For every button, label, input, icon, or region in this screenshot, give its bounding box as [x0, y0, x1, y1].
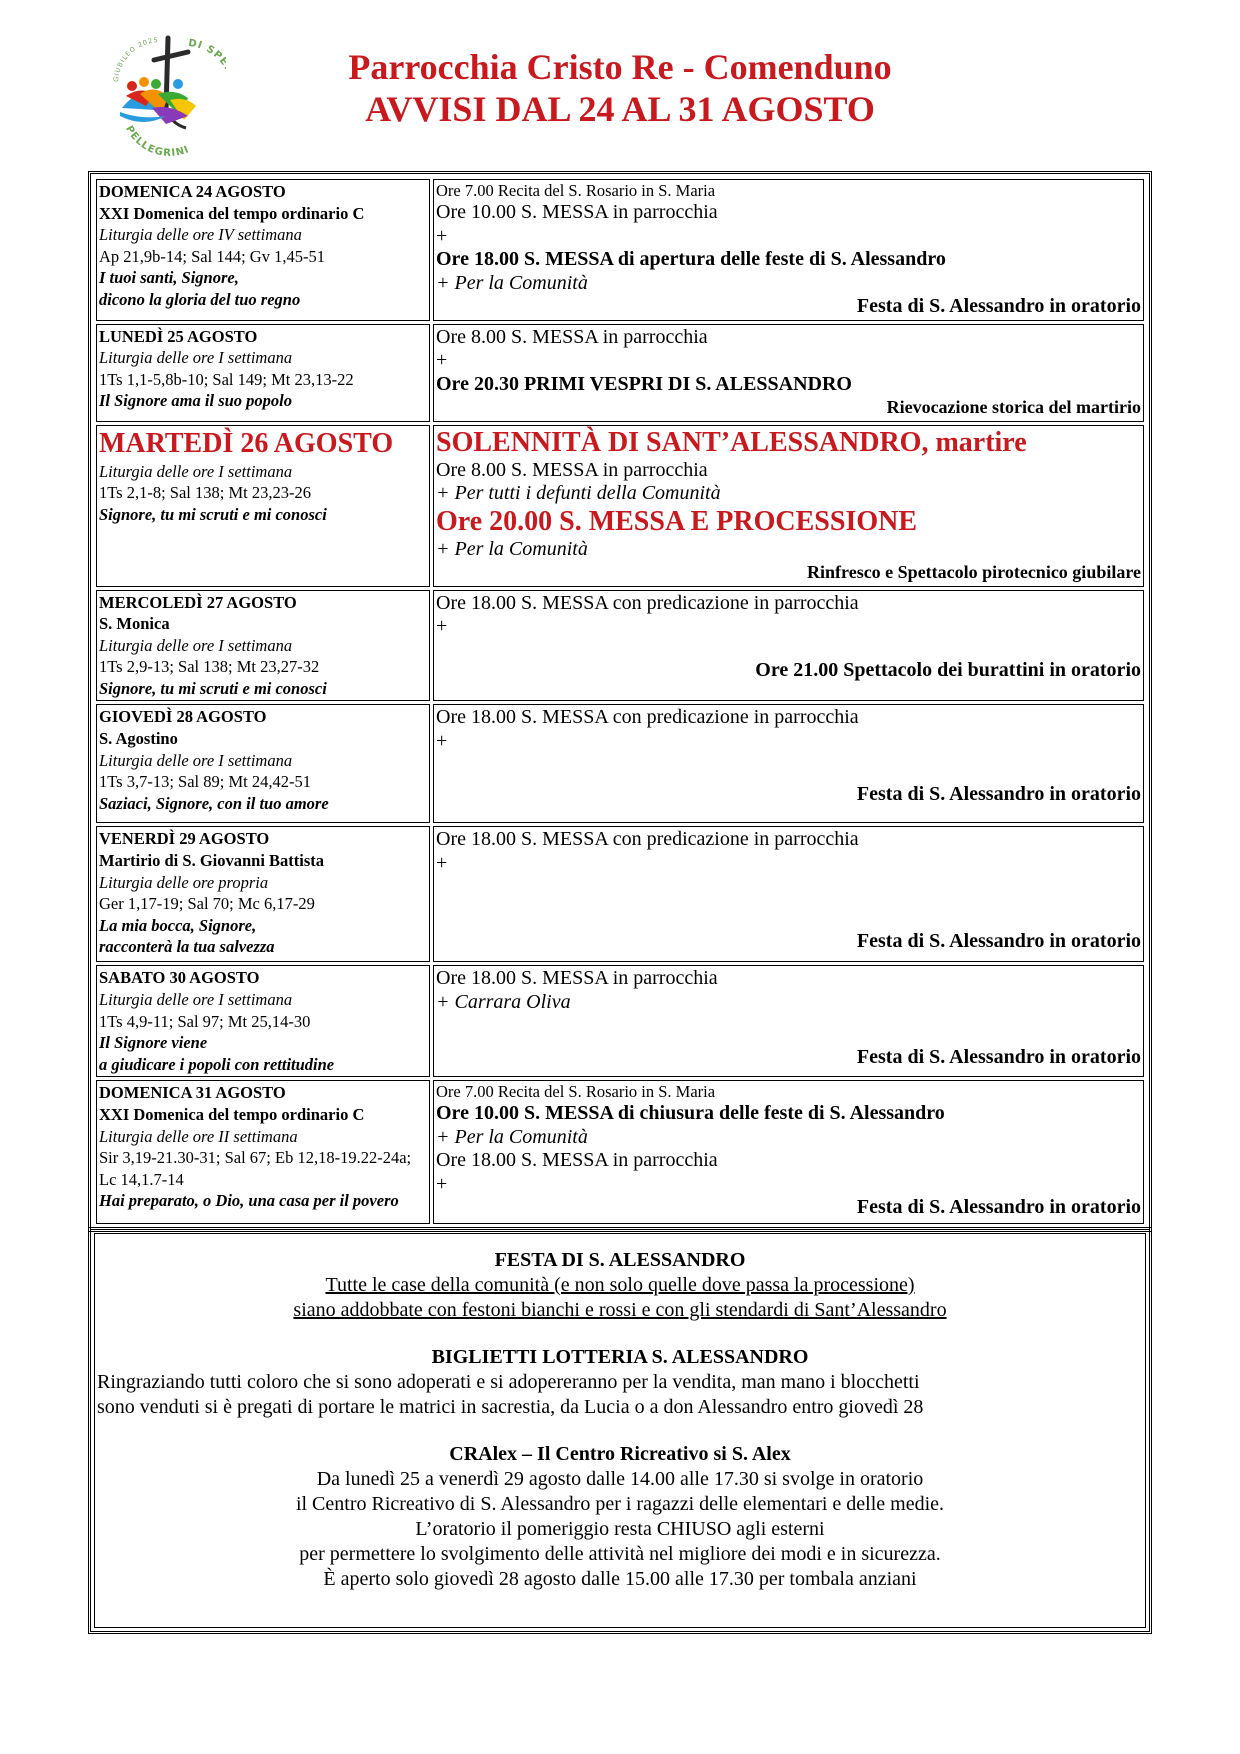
event-line: Ore 18.00 S. MESSA in parrocchia	[436, 1149, 718, 1172]
day-name: GIOVEDÌ 28 AGOSTO	[99, 707, 267, 727]
cralex-text: Da lunedì 25 a venerdì 29 agosto dalle 14.00 alle 17.30 si svolge in oratorio	[316, 1468, 924, 1490]
day-info	[96, 324, 430, 422]
liturgy-week: Liturgia delle ore I settimana	[99, 635, 293, 655]
event-line: Ore 18.00 S. MESSA con predicazione in parrocchia	[436, 828, 859, 851]
readings: 1Ts 2,1-8; Sal 138; Mt 23,23-26	[99, 483, 311, 503]
event-line: + Per la Comunità	[436, 537, 588, 560]
day-name: MARTEDÌ 26 AGOSTO	[99, 427, 394, 459]
day-info	[96, 826, 430, 962]
readings: Ap 21,9b-14; Sal 144; Gv 1,45-51	[99, 246, 325, 266]
day-info	[96, 590, 430, 702]
event-note: Festa di S. Alessandro in oratorio	[856, 1046, 1141, 1069]
event-line: + Per tutti i defunti della Comunità	[436, 482, 721, 504]
table-row	[96, 1080, 1144, 1224]
cralex-text: il Centro Ricreativo di S. Alessandro per i ragazzi delle elementari e delle medie.	[295, 1493, 945, 1515]
antiphon: racconterà la tua salvezza	[99, 937, 275, 957]
antiphon: Saziaci, Signore, con il tuo amore	[99, 793, 329, 813]
logo-arc-bottom-text: PELLEGRINI	[123, 124, 192, 160]
festa-text: siano addobbate con festoni bianchi e rossi e con gli stendardi di Sant’Alessandro	[293, 1299, 947, 1321]
event-line: Ore 20.30 PRIMI VESPRI DI S. ALESSANDRO	[436, 372, 852, 395]
day-name: SABATO 30 AGOSTO	[99, 968, 260, 988]
event-line: +	[436, 1172, 448, 1195]
readings: 1Ts 1,1-5,8b-10; Sal 149; Mt 23,13-22	[99, 369, 354, 389]
event-note: Festa di S. Alessandro in oratorio	[856, 783, 1141, 806]
readings: 1Ts 4,9-11; Sal 97; Mt 25,14-30	[99, 1011, 311, 1031]
antiphon: a giudicare i popoli con rettitudine	[99, 1054, 335, 1074]
readings: 1Ts 2,9-13; Sal 138; Mt 23,27-32	[99, 657, 320, 677]
event-line: Ore 10.00 S. MESSA in parrocchia	[436, 201, 718, 223]
event-note: Festa di S. Alessandro in oratorio	[856, 295, 1141, 317]
event-line: Ore 8.00 S. MESSA in parrocchia	[436, 458, 708, 481]
logo-arc-side-text: DI SP	[187, 37, 225, 63]
table-row	[96, 704, 1144, 823]
lottery-text: sono venduti si è pregati di portare le matrici in sacrestia, da Lucia o a don Alessandro entro giovedì 28	[97, 1396, 924, 1418]
day-name: DOMENICA 24 AGOSTO	[99, 182, 286, 201]
jubilee-logo	[96, 24, 226, 164]
cralex-text: È aperto solo giovedì 28 agosto dalle 15.00 alle 17.30 per tombala anziani	[323, 1568, 917, 1590]
cralex-heading: CRAlex – Il Centro Ricreativo si S. Alex	[449, 1443, 791, 1465]
day-subtitle: XXI Domenica del tempo ordinario C	[99, 1105, 365, 1125]
liturgy-week: Liturgia delle ore I settimana	[99, 348, 293, 368]
jubilee-logo-icon	[96, 24, 226, 164]
schedule-table	[93, 176, 1147, 1227]
day-info	[96, 1080, 430, 1224]
table-row	[96, 965, 1144, 1077]
festa-heading: FESTA DI S. ALESSANDRO	[494, 1249, 746, 1271]
antiphon: dicono la gloria del tuo regno	[99, 289, 301, 309]
day-events	[433, 179, 1144, 321]
table-row	[96, 590, 1144, 702]
day-events	[433, 324, 1144, 422]
antiphon: Il Signore ama il suo popolo	[99, 391, 292, 411]
liturgy-week: Liturgia delle ore I settimana	[99, 990, 293, 1010]
event-line: Ore 18.00 S. MESSA di apertura delle feste di S. Alessandro	[436, 248, 946, 270]
liturgy-week: Liturgia delle ore propria	[99, 872, 269, 892]
day-events	[433, 425, 1144, 587]
event-line: Ore 18.00 S. MESSA con predicazione in parrocchia	[436, 591, 859, 614]
readings: Sir 3,19-21.30-31; Sal 67; Eb 12,18-19.22-24a;	[99, 1148, 412, 1168]
lottery-heading: BIGLIETTI LOTTERIA S. ALESSANDRO	[431, 1346, 809, 1368]
event-line: Ore 7.00 Recita del S. Rosario in S. Maria	[436, 181, 716, 200]
liturgy-week: Liturgia delle ore I settimana	[99, 750, 293, 770]
event-line: Ore 8.00 S. MESSA in parrocchia	[436, 325, 708, 348]
event-line: + Per la Comunità	[436, 1125, 588, 1148]
liturgy-week: Liturgia delle ore I settimana	[99, 461, 293, 481]
event-line: +	[436, 729, 448, 752]
antiphon: Hai preparato, o Dio, una casa per il povero	[99, 1191, 399, 1211]
lottery-text: Ringraziando tutti coloro che si sono adoperati e si adopereranno per la vendita, man mano i blocchetti	[97, 1371, 920, 1393]
day-subtitle: XXI Domenica del tempo ordinario C	[99, 203, 365, 223]
event-line: +	[436, 349, 448, 371]
day-events	[433, 1080, 1144, 1224]
page-title	[240, 46, 1000, 130]
liturgy-week: Liturgia delle ore IV settimana	[99, 225, 302, 245]
readings: Ger 1,17-19; Sal 70; Mc 6,17-29	[99, 894, 315, 914]
table-row	[96, 179, 1144, 321]
event-line: +	[436, 851, 448, 874]
solemnity-title: SOLENNITÀ DI SANT’ALESSANDRO, martire	[436, 426, 1027, 458]
table-row	[96, 826, 1144, 962]
event-note: Ore 21.00 Spettacolo dei burattini in oratorio	[755, 658, 1141, 681]
cralex-text: L’oratorio il pomeriggio resta CHIUSO agli esterni	[415, 1518, 825, 1540]
event-note: Festa di S. Alessandro in oratorio	[856, 1196, 1141, 1219]
day-info	[96, 965, 430, 1077]
day-events	[433, 590, 1144, 702]
day-info	[96, 704, 430, 823]
day-info	[96, 179, 430, 321]
festa-text: Tutte le case della comunità (e non solo quelle dove passa la processione)	[325, 1274, 915, 1296]
event-note: Rinfresco e Spettacolo pirotecnico giubilare	[807, 562, 1141, 582]
notices-box	[88, 1227, 1152, 1634]
readings: Lc 14,1.7-14	[99, 1169, 184, 1189]
readings: 1Ts 3,7-13; Sal 89; Mt 24,42-51	[99, 772, 311, 792]
event-line: + Per la Comunità	[436, 271, 588, 294]
event-note: Festa di S. Alessandro in oratorio	[856, 930, 1141, 953]
procession-line: Ore 20.00 S. MESSA E PROCESSIONE	[436, 505, 918, 537]
event-line: Ore 18.00 S. MESSA con predicazione in parrocchia	[436, 706, 859, 729]
table-row	[96, 425, 1144, 587]
liturgy-week: Liturgia delle ore II settimana	[99, 1126, 298, 1146]
antiphon: Signore, tu mi scruti e mi conosci	[99, 678, 327, 698]
day-info	[96, 425, 430, 587]
notices-period: AVVISI DAL 24 AL 31 AGOSTO	[365, 89, 875, 129]
antiphon: I tuoi santi, Signore,	[99, 268, 239, 288]
antiphon: La mia bocca, Signore,	[99, 915, 257, 935]
event-line: + Carrara Oliva	[436, 990, 571, 1013]
event-line: +	[436, 224, 448, 247]
parish-name: Parrocchia Cristo Re - Comenduno	[348, 47, 892, 87]
notices-content	[94, 1233, 1146, 1628]
event-line: Ore 10.00 S. MESSA di chiusura delle feste di S. Alessandro	[436, 1102, 945, 1125]
antiphon: Il Signore viene	[99, 1033, 208, 1053]
day-name: VENERDÌ 29 AGOSTO	[99, 829, 270, 849]
cralex-text: per permettere lo svolgimento delle attività nel migliore dei modi e in sicurezza.	[299, 1543, 941, 1565]
antiphon: Signore, tu mi scruti e mi conosci	[99, 504, 327, 524]
day-events	[433, 704, 1144, 823]
day-name: DOMENICA 31 AGOSTO	[99, 1083, 286, 1103]
day-name: MERCOLEDÌ 27 AGOSTO	[99, 592, 297, 612]
event-line: +	[436, 615, 448, 637]
logo-arc-top-text: GIUBILEO 2025	[111, 35, 159, 83]
event-line: Ore 7.00 Recita del S. Rosario in S. Maria	[436, 1082, 716, 1102]
day-subtitle: Martirio di S. Giovanni Battista	[99, 851, 325, 871]
table-row	[96, 324, 1144, 422]
day-subtitle: S. Agostino	[99, 729, 178, 749]
day-subtitle: S. Monica	[99, 614, 170, 634]
day-events	[433, 826, 1144, 962]
day-name: LUNEDÌ 25 AGOSTO	[99, 326, 258, 346]
event-note: Rievocazione storica del martirio	[886, 397, 1141, 417]
event-line: Ore 18.00 S. MESSA in parrocchia	[436, 967, 718, 990]
weekly-schedule	[88, 171, 1152, 1232]
day-events	[433, 965, 1144, 1077]
